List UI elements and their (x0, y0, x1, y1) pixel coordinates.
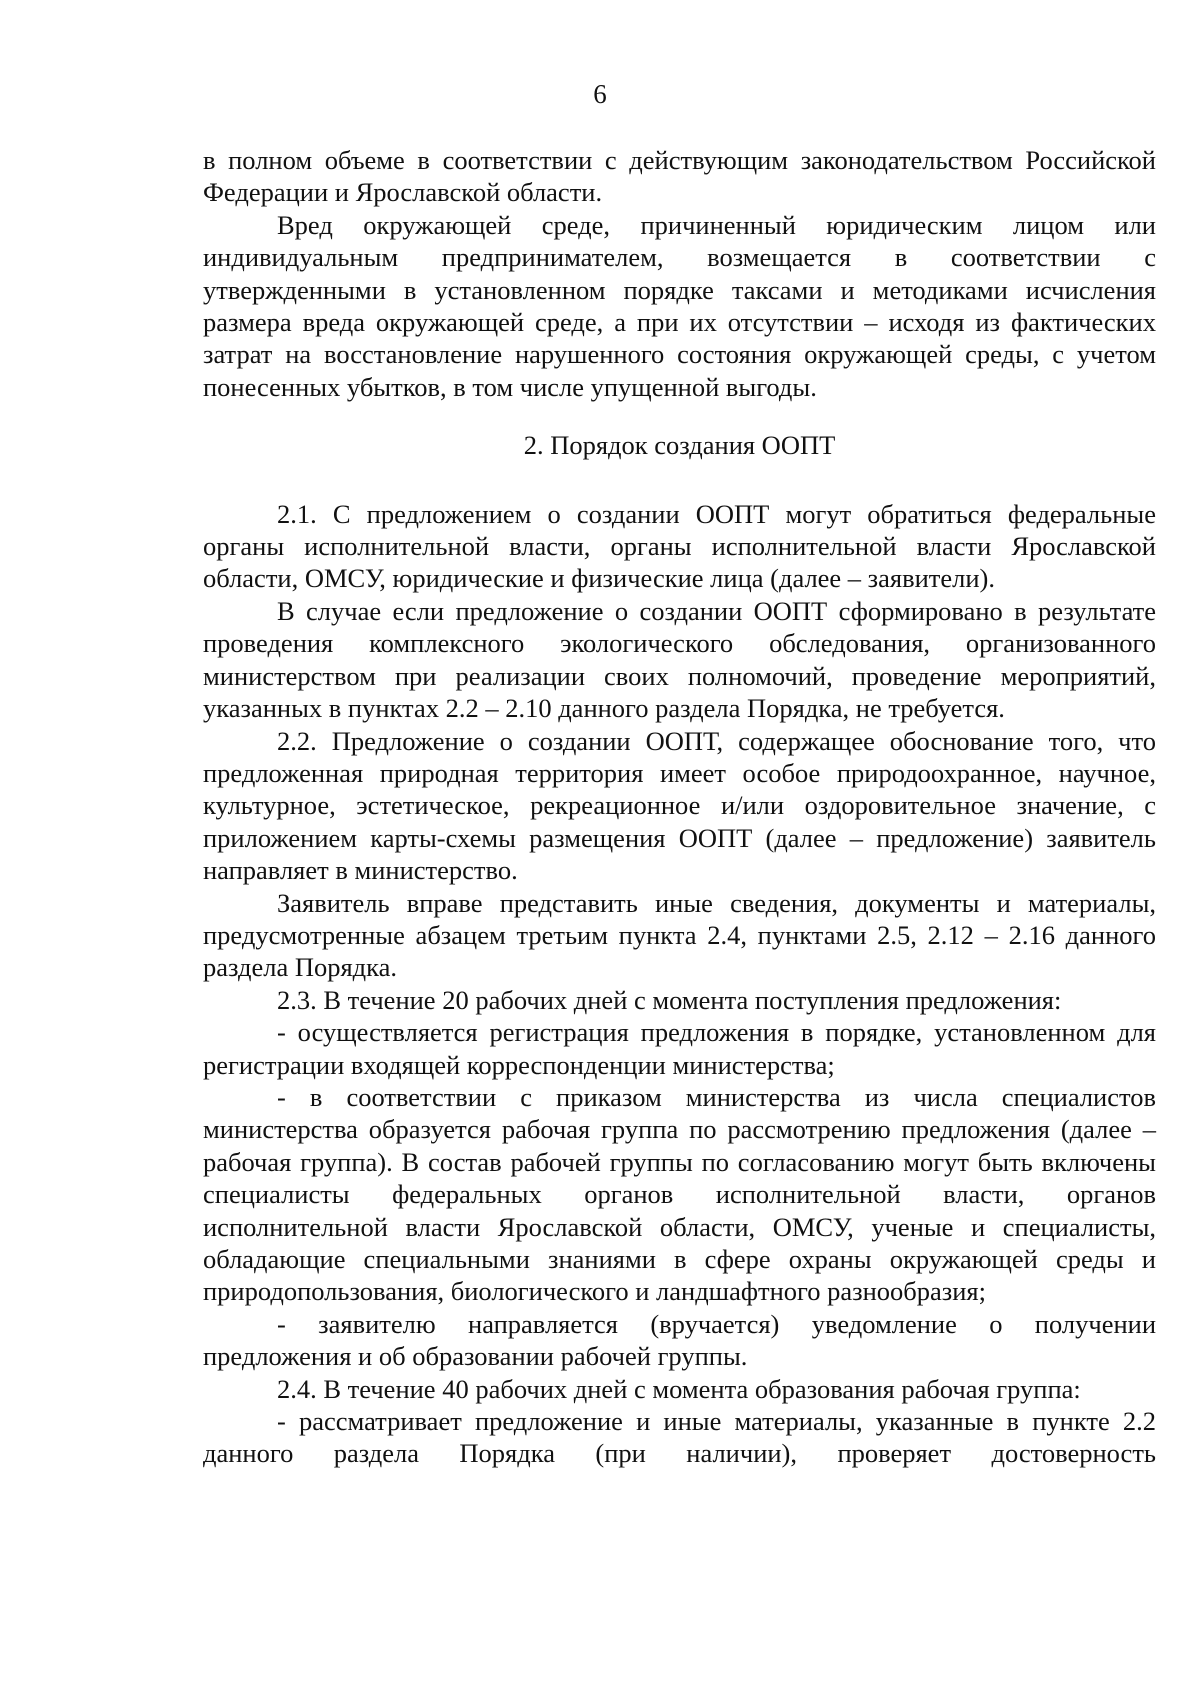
list-item-review: - рассматривает предложение и иные материалы, указанные в пункте 2.2 данного раздела Порядка (при наличии), проверяет достоверность (203, 1406, 1156, 1469)
paragraph-2-2-applicant-rights: Заявитель вправе представить иные сведения, документы и материалы, предусмотренные абзацем третьим пункта 2.4, пунктами 2.5, 2.12 – 2.16 данного раздела Порядка. (203, 887, 1156, 983)
paragraph-2-1: 2.1. С предложением о создании ООПТ могут обратиться федеральные органы исполнительной власти, органы исполнительной власти Ярославской области, ОМСУ, юридические и физические лица (далее – заявители). (203, 498, 1156, 594)
list-item-working-group: - в соответствии с приказом министерства из числа специалистов министерства образуется рабочая группа по рассмотрению предложения (далее – рабочая группа). В состав рабочей группы по согласованию могут быть включены специалисты федеральных органов исполнительной власти, органов исполнительной власти Ярославской области, ОМСУ, ученые и специалисты, обладающие специальными знаниями в сфере охраны окружающей среды и природопользования, биологического и ландшафтного разнообразия; (203, 1081, 1156, 1307)
paragraph-2-2: 2.2. Предложение о создании ООПТ, содержащее обоснование того, что предложенная природная территория имеет особое природоохранное, научное, культурное, эстетическое, рекреационное и/или оздоровительное значение, с приложением карты-схемы размещения ООПТ (далее – предложение) заявитель направляет в министерство. (203, 725, 1156, 886)
paragraph-2-3: 2.3. В течение 20 рабочих дней с момента поступления предложения: (277, 984, 1062, 1015)
paragraph-continuation: в полном объеме в соответствии с действующим законодательством Российской Федерации и Ярославской области. (203, 145, 1156, 208)
document-body (203, 144, 1156, 1470)
paragraph-2-4: 2.4. В течение 40 рабочих дней с момента образования рабочая группа: (277, 1373, 1081, 1404)
page-number: 6 (593, 79, 607, 109)
paragraph-2-1-exception: В случае если предложение о создании ООПТ сформировано в результате проведения комплексного экологического обследования, организованного министерством при реализации своих полномочий, проведение мероприятий, указанных в пунктах 2.2 – 2.10 данного раздела Порядка, не требуется. (203, 595, 1156, 724)
section-heading: 2. Порядок создания ООПТ (523, 430, 836, 461)
paragraph-environmental-damage: Вред окружающей среде, причиненный юридическим лицом или индивидуальным предпринимателем, возмещается в соответствии с утвержденными в установленном порядке таксами и методиками исчисления размера вреда окружающей среде, а при их отсутствии – исходя из фактических затрат на восстановление нарушенного состояния окружающей среды, с учетом понесенных убытков, в том числе упущенной выгоды. (203, 209, 1156, 402)
list-item-registration: - осуществляется регистрация предложения в порядке, установленном для регистрации входящей корреспонденции министерства; (203, 1017, 1156, 1080)
list-item-notification: - заявителю направляется (вручается) уведомление о получении предложения и об образовании рабочей группы. (203, 1308, 1156, 1372)
